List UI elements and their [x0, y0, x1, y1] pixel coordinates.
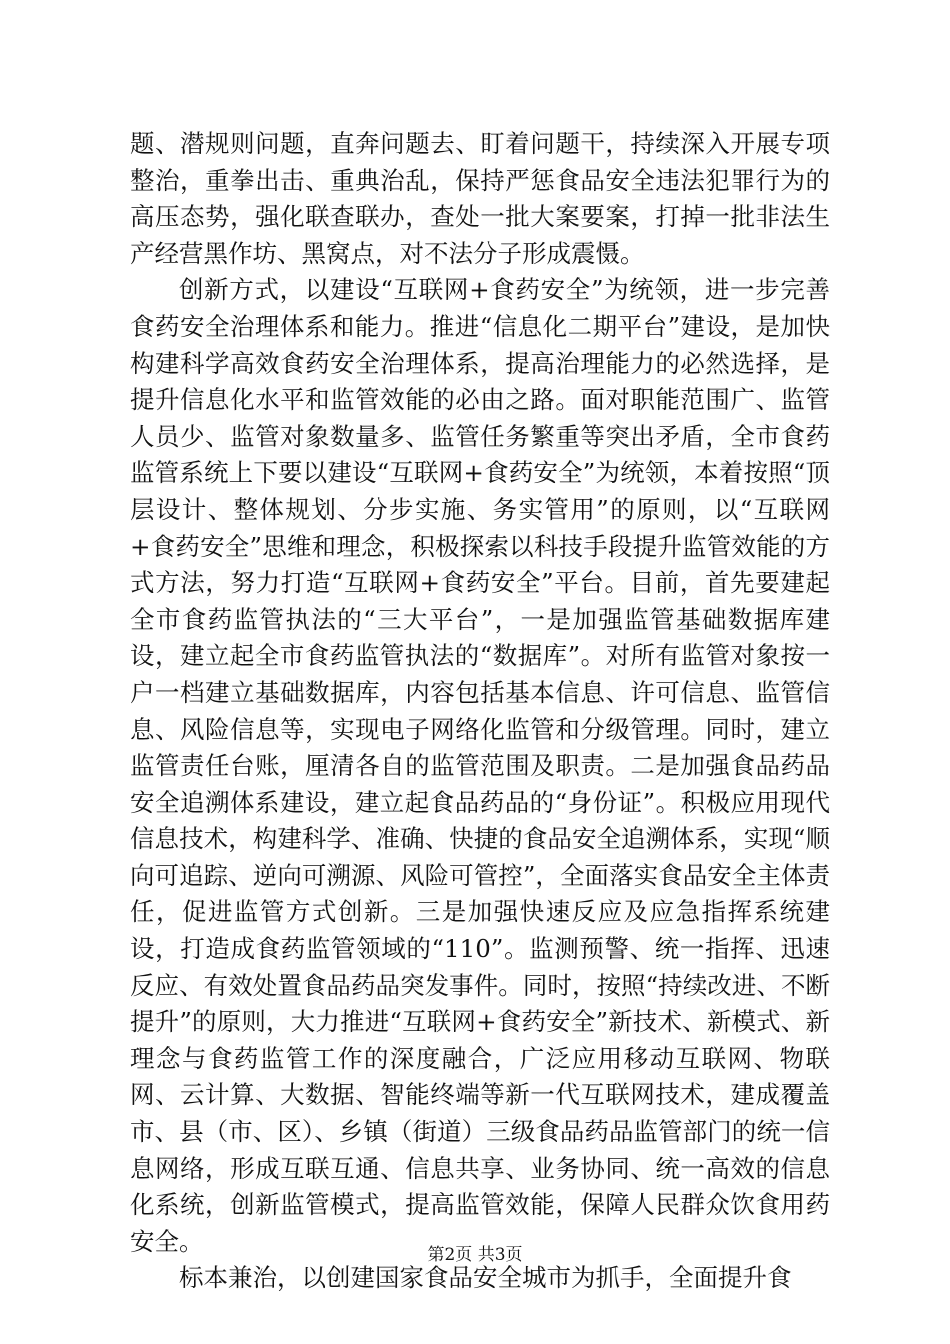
- page-number-footer: 第2页 共3页: [427, 1245, 523, 1265]
- paragraph-continued: 题、潜规则问题，直奔问题去、盯着问题干，持续深入开展专项整治，重拳出击、重典治乱，保持严惩食品安全违法犯罪行为的高压态势，强化联查联办，查处一批大案要案，打掉一批非法生产经营黑作坊、黑窝点，对不法分子形成震慑。: [130, 129, 830, 268]
- paragraph-innovation: 创新方式，以建设“互联网+食药安全”为统领，进一步完善食药安全治理体系和能力。推进“信息化二期平台”建设，是加快构建科学高效食药安全治理体系，提高治理能力的必然选择，是提升信息化水平和监管效能的必由之路。面对职能范围广、监管人员少、监管对象数量多、监管任务繁重等突出矛盾，全市食药监管系统上下要以建设“互联网+食药安全”为统领，本着按照“顶层设计、整体规划、分步实施、务实管用”的原则，以“互联网+食药安全”思维和理念，积极探索以科技手段提升监管效能的方式方法，努力打造“互联网+食药安全”平台。目前，首先要建起全市食药监管执法的“三大平台”，一是加强监管基础数据库建设，建立起全市食药监管执法的“数据库”。对所有监管对象按一户一档建立基础数据库，内容包括基本信息、许可信息、监管信息、风险信息等，实现电子网络化监管和分级管理。同时，建立监管责任台账，厘清各自的监管范围及职责。二是加强食品药品安全追溯体系建设，建立起食品药品的“身份证”。积极应用现代信息技术，构建科学、准确、快捷的食品安全追溯体系，实现“顺向可追踪、逆向可溯源、风险可管控”，全面落实食品安全主体责任，促进监管方式创新。三是加强快速反应及应急指挥系统建设，打造成食药监管领域的“110”。监测预警、统一指挥、迅速反应、有效处置食品药品突发事件。同时，按照“持续改进、不断提升”的原则，大力推进“互联网+食药安全”新技术、新模式、新理念与食药监管工作的深度融合，广泛应用移动互联网、物联网、云计算、大数据、智能终端等新一代互联网技术，建成覆盖市、县（市、区）、乡镇（街道）三级食品药品监管部门的统一信息网络，形成互联互通、信息共享、业务协同、统一高效的信息化系统，创新监管模式，提高监管效能，保障人民群众饮食用药安全。: [130, 275, 830, 1256]
- paragraph-treat-both: 标本兼治，以创建国家食品安全城市为抓手，全面提升食: [179, 1263, 792, 1293]
- document-body: [130, 126, 830, 1297]
